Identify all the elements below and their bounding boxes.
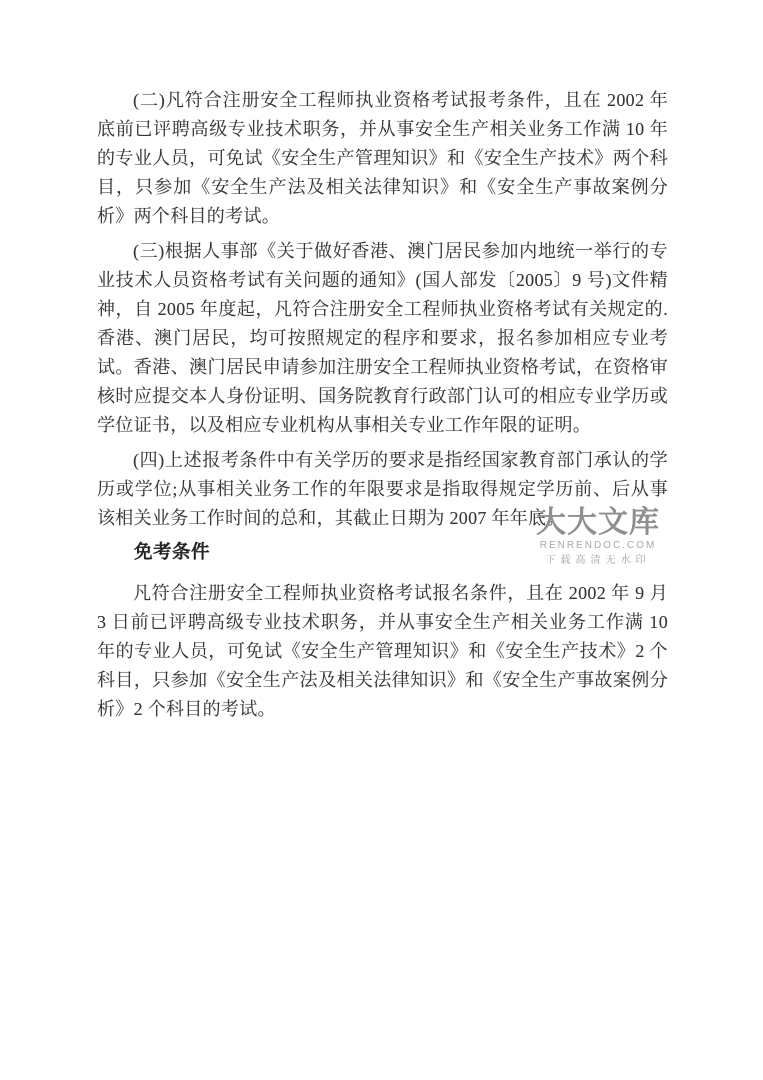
document-body [97, 86, 668, 730]
watermark-site-url: RENRENDOC.COM [539, 540, 657, 551]
section-heading-exemption-conditions: 免考条件 [134, 543, 211, 563]
section-paragraph-exemption: 凡符合注册安全工程师执业资格考试报名条件，且在 2002 年 9 月 3 日前已评聘高级专业技术职务，并从事安全生产相关业务工作满 10 年的专业人员，可免试《安全生产管理知识》和《安全生产技术》2 个科目，只参加《安全生产法及相关法律知识》和《安全生产事故案例分析》2 个科目的考试。 [97, 583, 668, 719]
watermark-logo-text: 大大文库 [536, 506, 660, 539]
paragraph-item-4: (四)上述报考条件中有关学历的要求是指经国家教育部门承认的学历或学位;从事相关业务工作的年限要求是指取得规定学历前、后从事该相关业务工作时间的总和，其截止日期为 2007 年年底。 [97, 450, 668, 528]
watermark [527, 506, 669, 567]
watermark-tagline: 下载高清无水印 [545, 555, 651, 566]
paragraph-item-3: (三)根据人事部《关于做好香港、澳门居民参加内地统一举行的专业技术人员资格考试有关问题的通知》(国人部发〔2005〕9 号)文件精神，自 2005 年度起，凡符合注册安全工程师执业资格考试有关规定的.香港、澳门居民，均可按照规定的程序和要求，报名参加相应专业考试。香港、澳门居民申请参加注册安全工程师执业资格考试，在资格审核时应提交本人身份证明、国务院教育行政部门认可的相应专业学历或学位证书，以及相应专业机构从事相关专业工作年限的证明。 [97, 241, 668, 435]
paragraph-item-2: (二)凡符合注册安全工程师执业资格考试报考条件，且在 2002 年底前已评聘高级专业技术职务，并从事安全生产相关业务工作满 10 年的专业人员，可免试《安全生产管理知识》和《安全生产技术》两个科目，只参加《安全生产法及相关法律知识》和《安全生产事故案例分析》两个科目的考试。 [97, 90, 668, 226]
